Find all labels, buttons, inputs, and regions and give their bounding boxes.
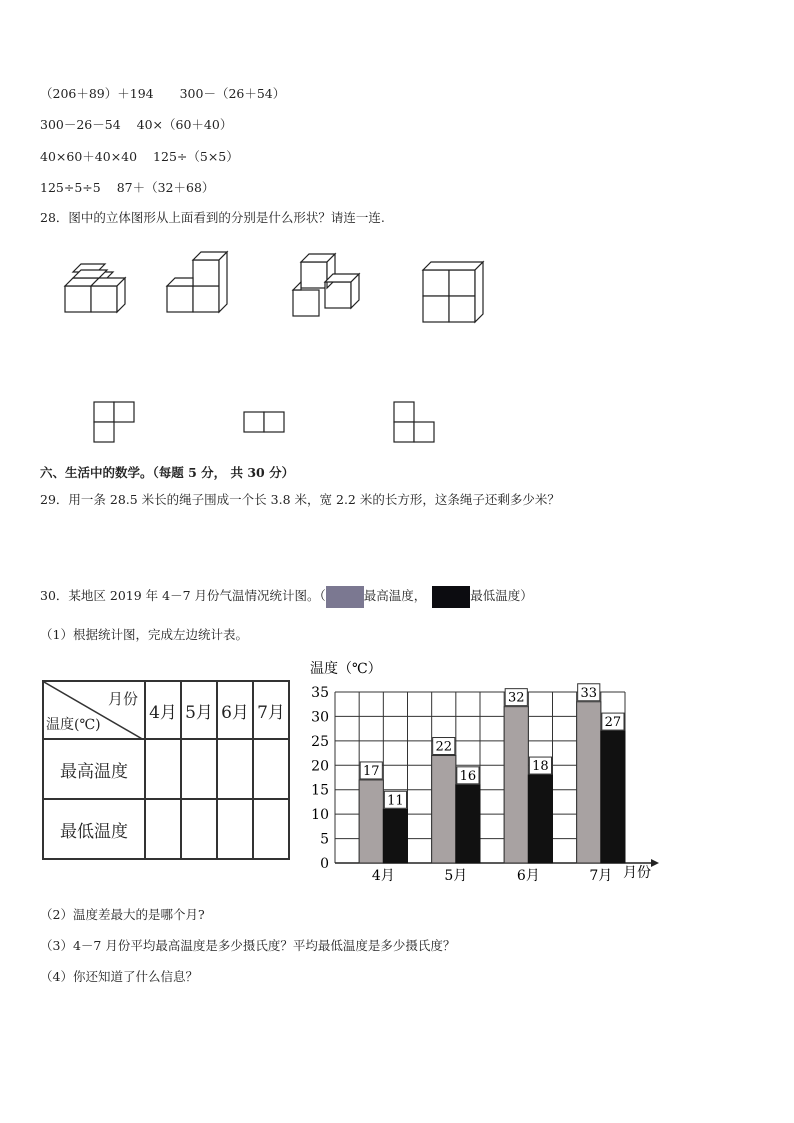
question-30-sub3: （3）4－7 月份平均最高温度是多少摄氏度？平均最低温度是多少摄氏度？ bbox=[40, 938, 456, 953]
bar-low bbox=[601, 731, 625, 863]
stat-table bbox=[42, 680, 290, 860]
month-header: 5月 bbox=[181, 681, 217, 739]
top-view-1 bbox=[94, 402, 134, 442]
expr: 40×（60＋40） bbox=[136, 117, 233, 132]
solid-figure-1 bbox=[65, 264, 125, 312]
exercise-row-3 bbox=[40, 147, 239, 165]
month-header: 4月 bbox=[145, 681, 181, 739]
bar-high bbox=[359, 780, 383, 863]
header-month: 月份 bbox=[107, 690, 138, 708]
exercise-row-1 bbox=[40, 84, 285, 102]
expr: （206＋89）＋194 bbox=[40, 86, 154, 101]
data-label-low: 16 bbox=[459, 768, 477, 784]
y-tick-label: 15 bbox=[311, 782, 329, 799]
top-view-3 bbox=[394, 402, 434, 442]
y-tick-label: 25 bbox=[311, 733, 329, 750]
solid-figures bbox=[55, 250, 495, 340]
question-29: 29．用一条 28.5 米长的绳子围成一个长 3.8 米，宽 2.2 米的长方形，这条绳子还剩多少米？ bbox=[40, 492, 560, 507]
x-axis-label: 月份 bbox=[623, 865, 651, 881]
bar-low bbox=[456, 785, 480, 863]
question-30-sub2: （2）温度差最大的是哪个月? bbox=[40, 907, 205, 922]
y-tick-label: 30 bbox=[311, 709, 329, 726]
table-cell[interactable] bbox=[145, 739, 181, 799]
bars bbox=[359, 684, 625, 863]
table-header-diagonal bbox=[43, 681, 145, 739]
question-30-sub4: （4）你还知道了什么信息？ bbox=[40, 969, 198, 984]
solid-figure-4 bbox=[423, 262, 483, 322]
data-label-low: 11 bbox=[387, 793, 404, 809]
data-label-high: 32 bbox=[507, 690, 525, 706]
bar-low bbox=[528, 775, 552, 863]
expr: 87＋（32＋68） bbox=[116, 180, 215, 195]
solid-figure-2 bbox=[167, 252, 227, 312]
exercise-row-4 bbox=[40, 178, 214, 196]
section-6-title: 六、生活中的数学。（每题 5 分， 共 30 分） bbox=[40, 465, 295, 480]
x-axis-arrow bbox=[651, 859, 659, 867]
question-30-text: 30．某地区 2019 年 4－7 月份气温情况统计图。（ bbox=[40, 588, 326, 603]
month-header: 7月 bbox=[253, 681, 289, 739]
table-cell[interactable] bbox=[253, 739, 289, 799]
temperature-chart bbox=[305, 655, 665, 885]
bar-low bbox=[383, 809, 407, 863]
data-label-low: 27 bbox=[604, 715, 622, 731]
data-label-high: 33 bbox=[580, 685, 598, 701]
exercise-row-2 bbox=[40, 115, 232, 133]
question-28: 28．图中的立体图形从上面看到的分别是什么形状？请连一连. bbox=[40, 210, 385, 225]
data-label-low: 18 bbox=[532, 759, 549, 775]
data-label-high: 22 bbox=[435, 739, 453, 755]
legend-low-label: 最低温度） bbox=[470, 588, 533, 603]
top-view-shapes bbox=[90, 398, 450, 446]
legend-low-swatch bbox=[432, 586, 470, 608]
header-temp: 温度(℃) bbox=[46, 717, 101, 733]
month-header: 6月 bbox=[217, 681, 253, 739]
table-cell[interactable] bbox=[181, 799, 217, 859]
x-tick-label: 4月 bbox=[371, 868, 395, 884]
y-tick-label: 5 bbox=[320, 831, 329, 848]
bar-high bbox=[432, 756, 456, 863]
expr: 300－26－54 bbox=[40, 117, 121, 132]
top-view-2 bbox=[244, 412, 284, 432]
row-label-high: 最高温度 bbox=[43, 739, 145, 799]
expr: 125÷5÷5 bbox=[40, 180, 101, 195]
question-30-sub1: （1）根据统计图，完成左边统计表。 bbox=[40, 627, 248, 642]
y-tick-label: 0 bbox=[320, 856, 329, 872]
expr: 125÷（5×5） bbox=[153, 149, 239, 164]
table-cell[interactable] bbox=[181, 739, 217, 799]
y-tick-label: 20 bbox=[311, 758, 329, 775]
bar-high bbox=[577, 702, 601, 863]
table-cell[interactable] bbox=[217, 799, 253, 859]
y-tick-label: 35 bbox=[311, 685, 329, 701]
y-tick-label: 10 bbox=[311, 807, 329, 824]
legend-high-swatch bbox=[326, 586, 364, 608]
table-cell[interactable] bbox=[145, 799, 181, 859]
expr: 300－（26＋54） bbox=[179, 86, 286, 101]
expr: 40×60＋40×40 bbox=[40, 149, 138, 164]
x-tick-label: 7月 bbox=[589, 868, 613, 884]
table-cell[interactable] bbox=[217, 739, 253, 799]
x-tick-label: 5月 bbox=[444, 868, 468, 884]
row-label-low: 最低温度 bbox=[43, 799, 145, 859]
solid-figure-3 bbox=[293, 254, 359, 316]
data-label-high: 17 bbox=[362, 763, 380, 779]
table-cell[interactable] bbox=[253, 799, 289, 859]
y-axis-label: 温度（℃） bbox=[310, 661, 382, 677]
x-tick-label: 6月 bbox=[516, 868, 540, 884]
bar-high bbox=[504, 707, 528, 863]
question-30 bbox=[40, 585, 533, 608]
legend-high-label: 最高温度， bbox=[363, 588, 427, 603]
